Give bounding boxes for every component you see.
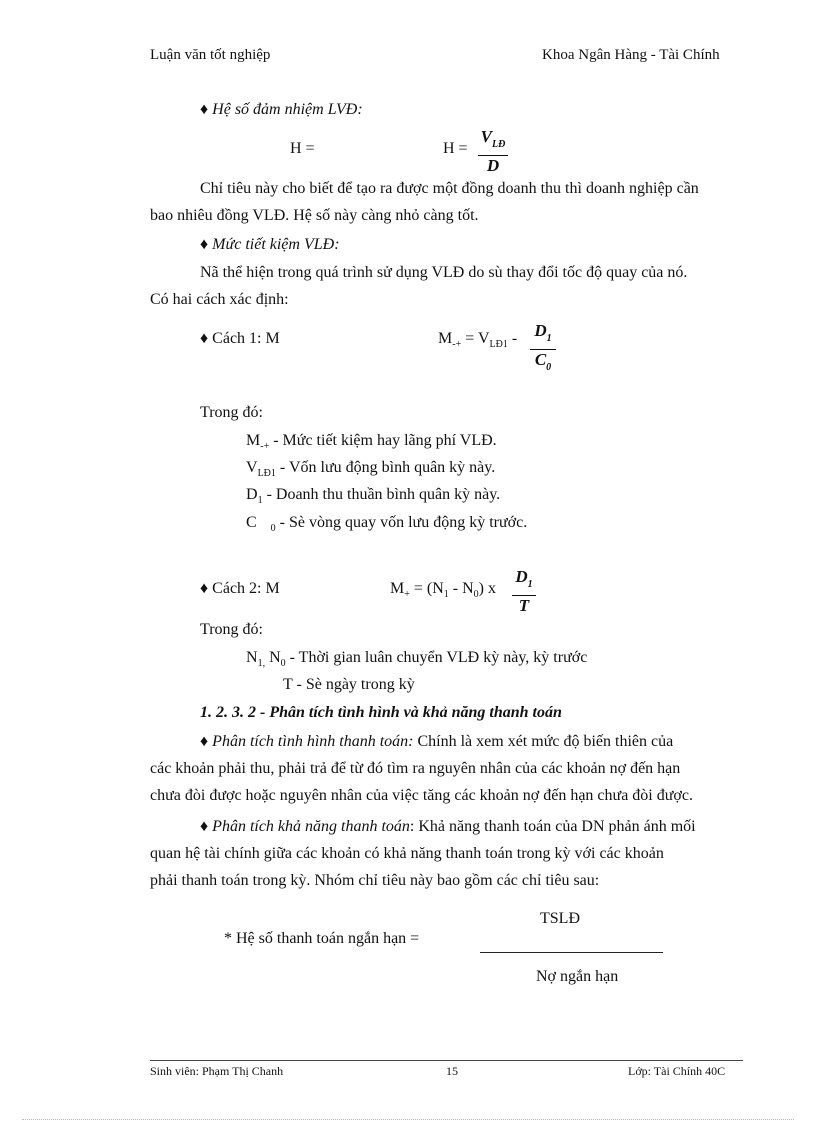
fraction-numerator-sub: 1 (527, 579, 533, 590)
paragraph-line: Chỉ tiêu này cho biết để tạo ra được một đồng doanh thu thì doanh nghiệp cần (200, 180, 699, 197)
formula-text: ) x (478, 580, 496, 597)
paragraph-line: chưa đòi được hoặc nguyên nhân của việc tăng các khoản nợ đến hạn chưa đòi được. (150, 787, 693, 804)
section-heading: 1. 2. 3. 2 - Phân tích tình hình và khả năng thanh toán (200, 704, 562, 721)
def-text: - Mức tiết kiệm hay lãng phí VLĐ. (269, 432, 497, 449)
definition-item (246, 649, 587, 669)
trong-do-label: Trong đó: (200, 404, 263, 421)
def-text: - Doanh thu thuần bình quân kỳ này. (262, 486, 501, 503)
formula-text: - N (448, 580, 474, 597)
fraction-numerator: V (480, 127, 492, 146)
header-left: Luận văn tốt nghiệp (150, 47, 271, 63)
cach1-label: ♦ Cách 1: M (200, 330, 280, 347)
paragraph-line (200, 818, 696, 836)
paragraph-line: Nã thể hiện trong quá trình sử dụng VLĐ do sù thay đổi tốc độ quay của nó. (200, 264, 688, 281)
trong-do-label: Trong đó: (200, 621, 263, 638)
formula-h-lhs: H = (290, 140, 315, 157)
paragraph-line: các khoản phải thu, phải trả để từ đó tìm ra nguyên nhân của các khoản nợ đến hạn (150, 760, 681, 777)
paragraph-line: bao nhiêu đồng VLĐ. Hệ số này càng nhỏ càng tốt. (150, 207, 479, 224)
ratio-fraction-bar (480, 952, 663, 953)
formula-subscript: 1 (443, 589, 449, 600)
def-symbol: V (246, 459, 258, 476)
ratio-numerator: TSLĐ (540, 910, 580, 927)
ratio-denominator: Nợ ngắn hạn (536, 968, 619, 985)
footer-rule (150, 1060, 743, 1061)
def-subscript: 1 (257, 495, 263, 506)
fraction-numerator: D (515, 567, 528, 586)
definition-item (246, 486, 500, 506)
fraction-d1-over-c0 (530, 322, 556, 377)
header-right: Khoa Ngân Hàng - Tài Chính (542, 47, 720, 63)
fraction-numerator-sub: 1 (546, 333, 552, 344)
heading-he-so-dam-nhiem: ♦ Hệ số đảm nhiệm LVĐ: (200, 101, 363, 118)
cach2-label: ♦ Cách 2: M (200, 580, 280, 597)
page-edge-dots (22, 1119, 794, 1120)
cach1-formula (438, 330, 517, 350)
def-symbol: D (246, 486, 258, 503)
fraction-denominator: D (486, 156, 500, 175)
fraction-numerator: D (534, 321, 547, 340)
paragraph-line: Có hai cách xác định: (150, 291, 289, 308)
paragraph-text: Chính là xem xét mức độ biến thiên của (413, 733, 674, 750)
definition-item (246, 459, 495, 479)
def-symbol: N (265, 649, 281, 666)
def-symbol: N (246, 649, 258, 666)
formula-h-rhs: H = (443, 140, 468, 157)
fraction-denominator: T (518, 596, 530, 615)
formula-subscript: LĐ1 (489, 339, 508, 350)
paragraph-text: : Khả năng thanh toán của DN phản ánh mối (409, 818, 696, 835)
paragraph-line (200, 733, 673, 751)
formula-subscript: 0 (473, 589, 479, 600)
definition-item (246, 514, 527, 534)
footer-right: Lớp: Tài Chính 40C (628, 1064, 726, 1078)
fraction-numerator-sub: LĐ (492, 139, 506, 150)
cach2-formula (390, 580, 496, 600)
paragraph-line: phải thanh toán trong kỳ. Nhóm chỉ tiêu này bao gồm các chỉ tiêu sau: (150, 872, 600, 889)
footer-left: Sinh viên: Phạm Thị Chanh (150, 1064, 284, 1078)
def-subscript: -+ (260, 441, 270, 452)
def-subscript: 0 (280, 658, 286, 669)
formula-symbol: M (438, 330, 453, 347)
def-subscript: 0 (270, 523, 276, 534)
def-text: - Sè vòng quay vốn lưu động kỳ trước. (275, 514, 528, 531)
formula-subscript: -+ (452, 339, 462, 350)
paragraph-lead: ♦ Phân tích tình hình thanh toán: (200, 733, 414, 750)
definition-item (246, 432, 497, 452)
paragraph-lead: ♦ Phân tích khả năng thanh toán (200, 818, 410, 835)
ratio-label: * Hệ số thanh toán ngắn hạn = (224, 930, 420, 947)
paragraph-line: quan hệ tài chính giữa các khoản có khả năng thanh toán trong kỳ với các khoản (150, 845, 664, 862)
heading-muc-tiet-kiem: ♦ Mức tiết kiệm VLĐ: (200, 236, 340, 253)
fraction-vld-over-d (478, 128, 508, 175)
page-number: 15 (446, 1064, 458, 1078)
def-subscript: 1, (257, 658, 266, 669)
formula-subscript: + (404, 589, 410, 600)
formula-text: = V (465, 330, 490, 347)
def-subscript: LĐ1 (257, 468, 276, 479)
definition-item: T - Sè ngày trong kỳ (283, 676, 415, 693)
formula-text: - (511, 330, 518, 347)
fraction-denominator: C (534, 350, 547, 369)
formula-text: = (N (413, 580, 444, 597)
def-symbol: M (246, 432, 261, 449)
def-symbol: C (246, 514, 257, 531)
fraction-denominator-sub: 0 (546, 362, 552, 373)
fraction-d1-over-t (512, 568, 536, 615)
def-text: - Thời gian luân chuyển VLĐ kỳ này, kỳ trước (285, 649, 588, 666)
formula-symbol: M (390, 580, 405, 597)
def-text: - Vốn lưu động bình quân kỳ này. (275, 459, 496, 476)
